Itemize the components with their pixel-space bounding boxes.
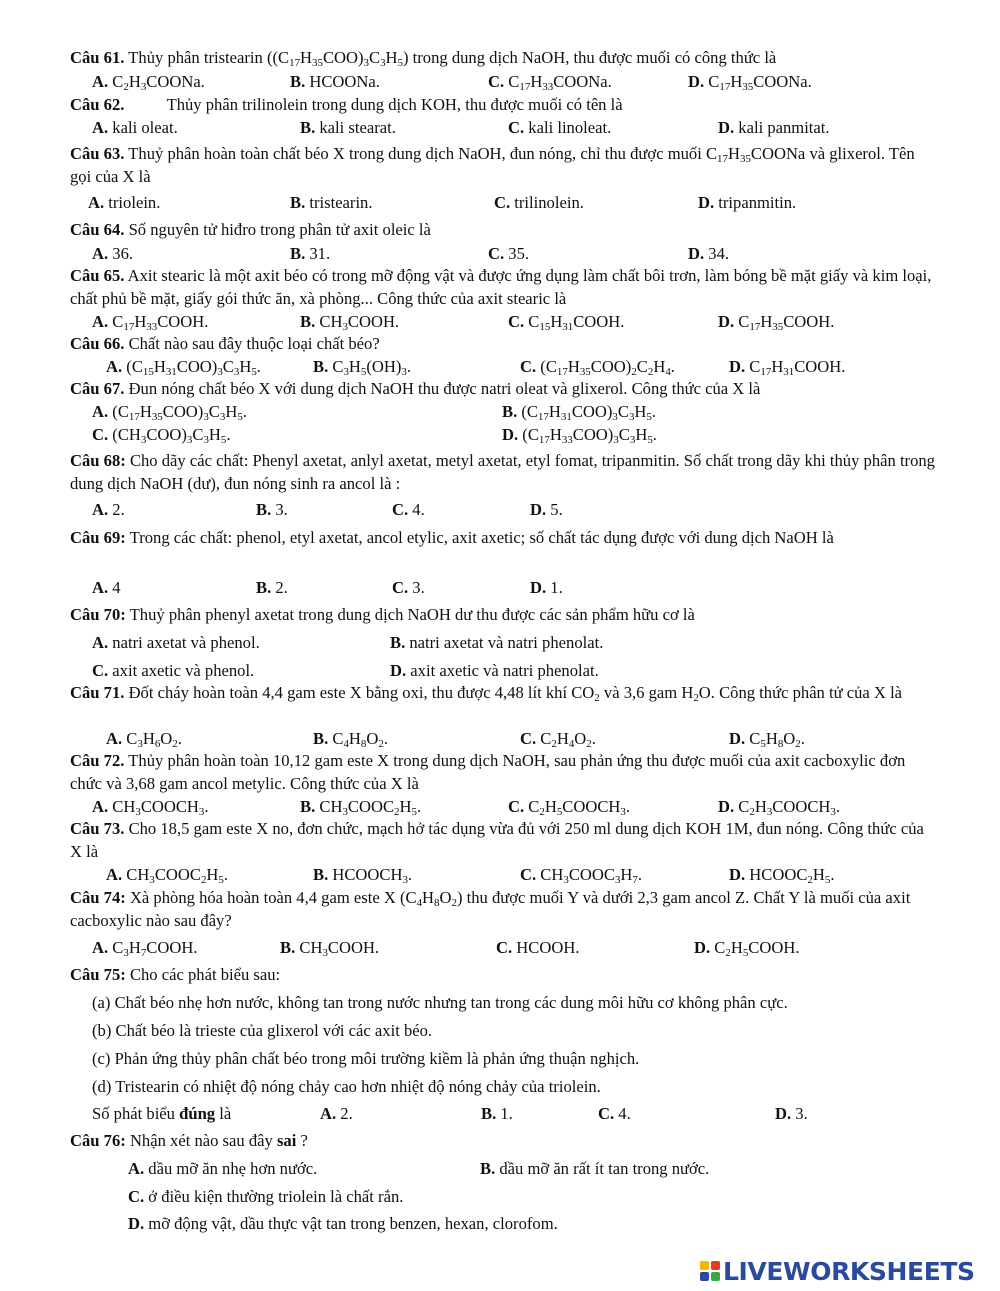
answer-option-d[interactable]: D. 5. xyxy=(530,500,563,519)
answer-option-a[interactable]: A. 2. xyxy=(320,1104,353,1123)
question-stem: Chất nào sau đây thuộc loại chất béo? xyxy=(128,334,380,353)
question-label: Câu 68: xyxy=(70,451,126,470)
question-stem: Xà phòng hóa hoàn toàn 4,4 gam este X $(C_4H_8O_2)$ thu được muối Y và dưới 2,3 gam ancol Z. Chất Y là muối của axit cacboxylic nào sau đây? xyxy=(70,888,911,930)
answer-option-a[interactable]: A. $(C_{17}H_{35}COO)_3C_3H_5$. xyxy=(92,402,247,424)
answer-option-a[interactable]: A. $C_{17}H_{33}COOH$. xyxy=(92,312,209,334)
question-label: Câu 69: xyxy=(70,528,126,547)
answer-option-c[interactable]: C. $(C_{17}H_{35}COO)_2C_2H_4$. xyxy=(520,357,675,379)
answer-option-b[interactable]: B. $HCOOCH_3$. xyxy=(313,865,413,887)
answer-option-a[interactable]: A. 36. xyxy=(92,244,134,263)
answer-option-b[interactable]: B. dầu mỡ ăn rất ít tan trong nước. xyxy=(480,1159,710,1178)
question-label: Câu 63. xyxy=(70,144,125,163)
statement-c: (c) Phản ứng thủy phân chất béo trong môi trường kiềm là phản ứng thuận nghịch. xyxy=(92,1049,640,1068)
answer-option-a[interactable]: A. triolein. xyxy=(88,193,161,212)
answer-option-d[interactable]: D. $C_2H_5COOH$. xyxy=(694,938,800,960)
question-70 xyxy=(70,604,938,627)
question-74 xyxy=(70,887,938,932)
question-label: Câu 61. xyxy=(70,48,125,67)
question-stem: Nhận xét nào sau đây sai ? xyxy=(129,1131,308,1150)
answer-option-d[interactable]: D. axit axetic và natri phenolat. xyxy=(390,661,599,680)
question-stem: Đun nóng chất béo X với dung dịch NaOH thu được natri oleat và glixerol. Công thức của X là xyxy=(128,379,761,398)
question-62 xyxy=(70,94,938,117)
answer-option-c[interactable]: C. $C_{17}H_{33}COONa$. xyxy=(488,72,612,94)
question-label: Câu 67. xyxy=(70,379,125,398)
answer-option-a[interactable]: A. dầu mỡ ăn nhẹ hơn nước. xyxy=(128,1159,318,1178)
answer-option-a[interactable]: A. $(C_{15}H_{31}COO)_3C_3H_5$. xyxy=(106,357,261,379)
answer-option-b[interactable]: B. tristearin. xyxy=(290,193,373,212)
question-stem: Trong các chất: phenol, etyl axetat, ancol etylic, axit axetic; số chất tác dụng được với dung dịch NaOH là xyxy=(129,528,834,547)
liveworksheets-logo[interactable] xyxy=(700,1254,975,1288)
liveworksheets-logo-icon xyxy=(700,1261,720,1281)
answer-option-b[interactable]: B. $(C_{17}H_{31}COO)_3C_3H_5$. xyxy=(502,402,657,424)
question-stem: Thủy phân tristearin $((C_{17}H_{35}COO)_3C_3H_5)$ trong dung dịch NaOH, thu được muối có công thức là xyxy=(128,48,777,70)
answer-option-a[interactable]: A. $C_2H_3COONa$. xyxy=(92,72,205,94)
answer-option-d[interactable]: D. tripanmitin. xyxy=(698,193,797,212)
question-label: Câu 74: xyxy=(70,888,126,907)
logo-text: LIVEWORKSHEETS xyxy=(723,1256,975,1286)
answer-option-a[interactable]: A. $C_3H_7COOH$. xyxy=(92,938,198,960)
question-stem: Cho các phát biểu sau: xyxy=(129,965,281,984)
question-68 xyxy=(70,450,938,495)
question-66 xyxy=(70,333,938,356)
question-stem: Thủy phân hoàn toàn 10,12 gam este X trong dung dịch NaOH, sau phản ứng thu được muối của axit cacboxylic đơn chức và 3,68 gam ancol metylic. Công thức của X là xyxy=(70,751,906,793)
logo-square-1 xyxy=(700,1261,709,1270)
question-label: Câu 73. xyxy=(70,819,125,838)
question-label: Câu 64. xyxy=(70,220,125,239)
answer-option-c[interactable]: C. $C_2H_4O_2$. xyxy=(520,729,596,751)
question-76 xyxy=(70,1130,938,1153)
question-61 xyxy=(70,47,938,70)
answer-option-d[interactable]: D. $C_2H_3COOCH_3$. xyxy=(718,797,841,819)
answer-option-d[interactable]: D. $C_{17}H_{35}COOH$. xyxy=(718,312,835,334)
answer-option-d[interactable]: D. 3. xyxy=(775,1104,808,1123)
statement-a: (a) Chất béo nhẹ hơn nước, không tan trong nước nhưng tan trong các dung môi hữu cơ không phân cực. xyxy=(92,993,788,1012)
answer-option-a[interactable]: A. 2. xyxy=(92,500,125,519)
answer-option-b[interactable]: B. 1. xyxy=(481,1104,513,1123)
answer-option-d[interactable]: D. $HCOOC_2H_5$. xyxy=(729,865,835,887)
answer-option-b[interactable]: B. 31. xyxy=(290,244,331,263)
answer-option-c[interactable]: C. $CH_3COOC_3H_7$. xyxy=(520,865,643,887)
question-label: Câu 62. xyxy=(70,95,125,114)
answer-option-d[interactable]: D. $(C_{17}H_{33}COO)_3C_3H_5$. xyxy=(502,425,657,447)
answer-option-b[interactable]: B. $C_4H_8O_2$. xyxy=(313,729,388,751)
answer-option-c[interactable]: C. kali linoleat. xyxy=(508,118,612,137)
answer-option-d[interactable]: D. mỡ động vật, dầu thực vật tan trong benzen, hexan, clorofom. xyxy=(128,1214,558,1233)
answer-option-a[interactable]: A. $CH_3COOCH_3$. xyxy=(92,797,209,819)
answer-option-c[interactable]: C. $(CH_3COO)_3C_3H_5$. xyxy=(92,425,231,447)
answer-option-c[interactable]: C. 3. xyxy=(392,578,425,597)
question-71 xyxy=(70,682,938,705)
answer-option-c[interactable]: C. HCOOH. xyxy=(496,938,580,957)
answer-option-d[interactable]: D. $C_{17}H_{35}COONa$. xyxy=(688,72,812,94)
question-stem: Cho 18,5 gam este X no, đơn chức, mạch hở tác dụng vừa đủ với 250 ml dung dịch KOH 1M, đun nóng. Công thức của X là xyxy=(70,819,924,861)
answer-option-c[interactable]: C. 4. xyxy=(392,500,425,519)
answer-option-b[interactable]: B. natri axetat và natri phenolat. xyxy=(390,633,604,652)
question-72 xyxy=(70,750,938,795)
question-stem: Số nguyên tử hiđro trong phân tử axit oleic là xyxy=(128,220,431,239)
answer-option-d[interactable]: D. 1. xyxy=(530,578,563,597)
answer-option-c[interactable]: C. $C_2H_5COOCH_3$. xyxy=(508,797,631,819)
question-67 xyxy=(70,378,938,401)
question-label: Câu 76: xyxy=(70,1131,126,1150)
answer-option-b[interactable]: B. $CH_3COOC_2H_5$. xyxy=(300,797,422,819)
question-label: Câu 65. xyxy=(70,266,125,285)
answer-option-c[interactable]: C. 4. xyxy=(598,1104,631,1123)
question-75 xyxy=(70,964,938,987)
answer-option-a[interactable]: A. natri axetat và phenol. xyxy=(92,633,260,652)
question-65 xyxy=(70,265,938,310)
answer-option-c[interactable]: C. $C_{15}H_{31}COOH$. xyxy=(508,312,625,334)
answer-option-b[interactable]: B. $CH_3COOH$. xyxy=(280,938,380,960)
question-stem: Thuỷ phân phenyl axetat trong dung dịch NaOH dư thu được các sản phẩm hữu cơ là xyxy=(129,605,695,624)
question-stem: Thuỷ phân hoàn toàn chất béo X trong dung dịch NaOH, đun nóng, chỉ thu được muối $C_{17}H_{35}COONa$ và glixerol. Tên gọi của X là xyxy=(70,144,915,186)
answer-option-c[interactable]: C. trilinolein. xyxy=(494,193,584,212)
question-label: Câu 71. xyxy=(70,683,125,702)
answer-option-b[interactable]: B. 2. xyxy=(256,578,288,597)
answer-option-b[interactable]: B. kali stearat. xyxy=(300,118,396,137)
question-stem: Đốt cháy hoàn toàn 4,4 gam este X bằng oxi, thu được 4,48 lít khí $CO_2$ và 3,6 gam $H_2O$. Công thức phân tử của X là xyxy=(128,683,903,705)
question-63 xyxy=(70,143,938,188)
question-69 xyxy=(70,527,938,550)
answer-option-c[interactable]: C. 35. xyxy=(488,244,530,263)
answer-option-d[interactable]: D. 34. xyxy=(688,244,730,263)
answer-option-d[interactable]: D. $C_{17}H_{31}COOH$. xyxy=(729,357,846,379)
statement-d: (d) Tristearin có nhiệt độ nóng chảy cao hơn nhiệt độ nóng chảy của triolein. xyxy=(92,1077,601,1096)
answer-option-a[interactable]: A. kali oleat. xyxy=(92,118,178,137)
count-prompt: Số phát biểu đúng là xyxy=(92,1104,232,1123)
question-label: Câu 70: xyxy=(70,605,126,624)
question-label: Câu 75: xyxy=(70,965,126,984)
answer-option-b[interactable]: B. HCOONa. xyxy=(290,72,380,91)
statement-b: (b) Chất béo là trieste của glixerol với các axit béo. xyxy=(92,1021,433,1040)
question-stem: Cho dãy các chất: Phenyl axetat, anlyl axetat, metyl axetat, etyl fomat, tripanmitin. Số chất trong dãy khi thủy phân trong dung dịch NaOH (dư), đun nóng sinh ra ancol là : xyxy=(70,451,935,493)
answer-option-c[interactable]: C. ở điều kiện thường triolein là chất rắn. xyxy=(128,1187,404,1206)
answer-option-b[interactable]: B. $CH_3COOH$. xyxy=(300,312,400,334)
question-label: Câu 72. xyxy=(70,751,125,770)
logo-square-3 xyxy=(700,1272,709,1281)
logo-square-4 xyxy=(711,1272,720,1281)
question-stem: Thủy phân trilinolein trong dung dịch KOH, thu được muối có tên là xyxy=(166,95,623,114)
logo-square-2 xyxy=(711,1261,720,1270)
question-64 xyxy=(70,219,938,242)
answer-option-d[interactable]: D. kali panmitat. xyxy=(718,118,830,137)
answer-option-b[interactable]: B. 3. xyxy=(256,500,288,519)
question-label: Câu 66. xyxy=(70,334,125,353)
answer-option-a[interactable]: A. $C_3H_6O_2$. xyxy=(106,729,182,751)
question-stem: Axit stearic là một axit béo có trong mỡ động vật và được ứng dụng làm chất bôi trơn, làm bóng bề mặt giấy và kim loại, chất phủ bề mặt, giấy gói thức ăn, xà phòng... Công thức của axit stearic là xyxy=(70,266,932,308)
question-73 xyxy=(70,818,938,863)
answer-option-d[interactable]: D. $C_5H_8O_2$. xyxy=(729,729,805,751)
answer-option-a[interactable]: A. $CH_3COOC_2H_5$. xyxy=(106,865,229,887)
answer-option-a[interactable]: A. 4 xyxy=(92,578,121,597)
answer-option-c[interactable]: C. axit axetic và phenol. xyxy=(92,661,255,680)
answer-option-b[interactable]: B. $C_3H_5(OH)_3$. xyxy=(313,357,412,379)
